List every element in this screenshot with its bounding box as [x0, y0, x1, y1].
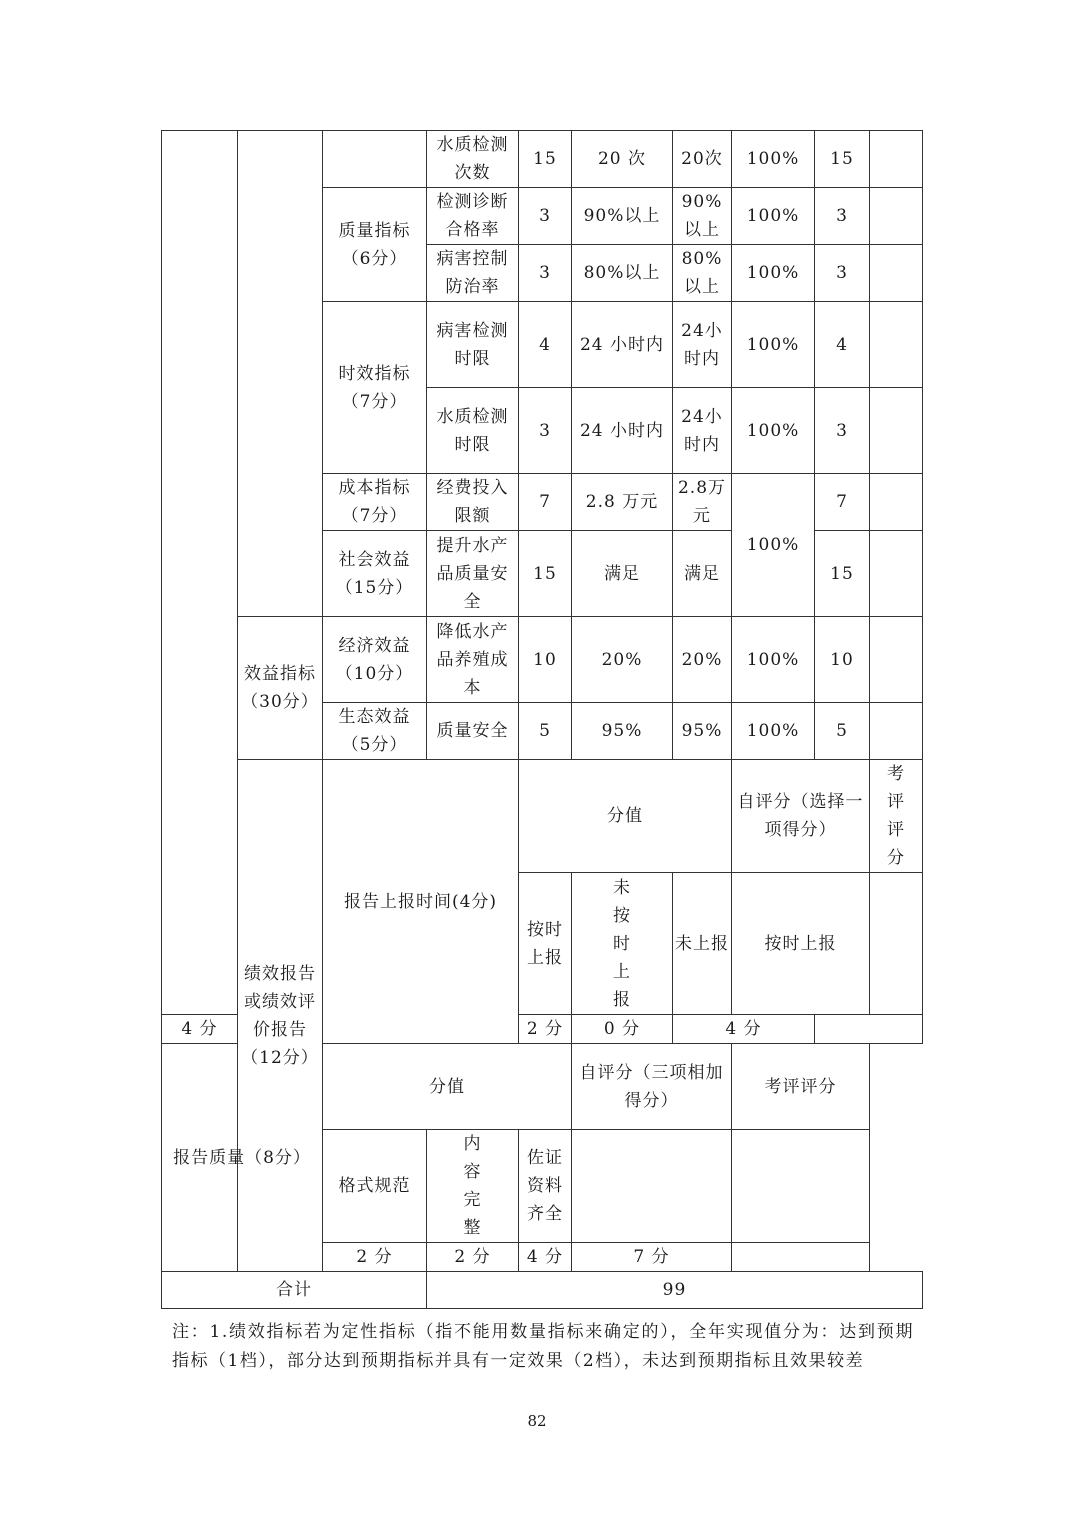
page-number: 82 — [527, 1412, 547, 1430]
table-cell-score: 15 — [815, 531, 870, 617]
footnote: 注：1.绩效指标若为定性指标（指不能用数量指标来确定的），全年实现值分为：达到预期指标（1档），部分达到预期指标并具有一定效果（2档），未达到预期指标且效果较差 — [172, 1322, 914, 1371]
benefit-group-cell: 效益指标（30分） — [238, 617, 323, 760]
table-cell-target: 95% — [572, 703, 673, 760]
table-cell-target: 20 次 — [572, 131, 673, 188]
report-quality-self-header: 自评分（三项相加得分） — [572, 1044, 732, 1130]
table-cell-rate: 100% — [732, 388, 815, 474]
table-cell-actual: 95% — [673, 703, 732, 760]
table-cell-item: 水质检测次数 — [427, 131, 519, 188]
table-cell-actual: 24小时内 — [673, 302, 732, 388]
table-cell-item: 水质检测时限 — [427, 388, 519, 474]
table-cell-review — [870, 703, 923, 760]
table-cell-weight: 3 — [519, 245, 572, 302]
table-cell-empty — [732, 1243, 870, 1272]
report-time-label: 报告上报时间(4分) — [323, 760, 519, 1044]
report-quality-pts2: 2 分 — [427, 1243, 519, 1272]
table-cell-review — [870, 131, 923, 188]
report-time-self-header: 自评分（选择一项得分） — [732, 760, 870, 873]
table-cell-weight: 7 — [519, 474, 572, 531]
table-cell-target: 80%以上 — [572, 245, 673, 302]
report-quality-review-header: 考评评分 — [732, 1044, 870, 1130]
table-cell-rate: 100% — [732, 703, 815, 760]
table-cell-actual: 20次 — [673, 131, 732, 188]
report-time-value-header: 分值 — [519, 760, 732, 873]
table-cell-weight: 5 — [519, 703, 572, 760]
report-quality-self-pts: 7 分 — [572, 1243, 732, 1272]
table-cell-empty — [870, 873, 923, 1015]
report-time-opt2 — [572, 873, 673, 1015]
quantity-group-cell — [323, 131, 427, 188]
table-cell-score: 15 — [815, 131, 870, 188]
report-quality-pts1: 2 分 — [323, 1243, 427, 1272]
table-cell-review — [870, 388, 923, 474]
report-time-self-pts: 4 分 — [673, 1015, 815, 1044]
table-cell-actual: 90%以上 — [673, 188, 732, 245]
cost-group-cell: 成本指标（7分） — [323, 474, 427, 531]
table-cell-weight: 15 — [519, 531, 572, 617]
report-quality-value-header: 分值 — [323, 1044, 572, 1130]
report-time-pts1: 4 分 — [162, 1015, 238, 1044]
table-cell-review — [870, 302, 923, 388]
table-cell-score: 4 — [815, 302, 870, 388]
table-cell-score: 3 — [815, 388, 870, 474]
report-time-opt2-text: 未按时上报 — [612, 877, 631, 1010]
table-cell-rate: 100% — [732, 131, 815, 188]
economic-group-cell: 经济效益（10分） — [323, 617, 427, 703]
performance-table — [161, 130, 923, 1309]
report-time-review-header — [870, 760, 923, 873]
table-cell-review — [870, 188, 923, 245]
table-cell-rate-merged: 100% — [732, 474, 815, 617]
table-cell-review — [870, 474, 923, 531]
table-cell-target: 24 小时内 — [572, 388, 673, 474]
table-cell-target: 24 小时内 — [572, 302, 673, 388]
total-label: 合计 — [162, 1272, 427, 1309]
table-cell-review — [870, 245, 923, 302]
table-cell-rate: 100% — [732, 188, 815, 245]
table-cell-weight: 10 — [519, 617, 572, 703]
report-quality-label: 报告质量（8分） — [162, 1044, 323, 1272]
table-cell-weight: 15 — [519, 131, 572, 188]
table-cell-empty — [815, 1015, 923, 1044]
quality-group-cell: 质量指标（6分） — [323, 188, 427, 302]
eco-group-cell: 生态效益（5分） — [323, 703, 427, 760]
report-time-pts3: 0 分 — [572, 1015, 673, 1044]
table-cell-item: 经费投入限额 — [427, 474, 519, 531]
table-cell-review — [870, 531, 923, 617]
table-cell-empty — [732, 1130, 870, 1243]
table-cell-score: 7 — [815, 474, 870, 531]
report-time-self-value: 按时上报 — [732, 873, 870, 1015]
report-time-pts2: 2 分 — [519, 1015, 572, 1044]
table-cell-actual: 24小时内 — [673, 388, 732, 474]
table-cell-item: 病害控制防治率 — [427, 245, 519, 302]
table-cell-rate: 100% — [732, 302, 815, 388]
table-cell-target: 90%以上 — [572, 188, 673, 245]
report-time-review-header-text: 考评评分 — [886, 764, 905, 868]
table-cell-item: 病害检测时限 — [427, 302, 519, 388]
table-cell-score: 3 — [815, 188, 870, 245]
table-cell-score: 10 — [815, 617, 870, 703]
report-group-cell: 绩效报告或绩效评价报告（12分） — [238, 760, 323, 1272]
table-cell-target: 2.8 万元 — [572, 474, 673, 531]
table-cell-item: 质量安全 — [427, 703, 519, 760]
social-group-cell: 社会效益（15分） — [323, 531, 427, 617]
table-cell-item: 降低水产品养殖成本 — [427, 617, 519, 703]
report-quality-opt3: 佐证资料齐全 — [519, 1130, 572, 1243]
report-time-opt1: 按时上报 — [519, 873, 572, 1015]
subgroup-cell-empty — [238, 131, 323, 617]
table-cell-actual: 2.8万元 — [673, 474, 732, 531]
table-cell-empty — [572, 1130, 732, 1243]
table-cell-rate: 100% — [732, 617, 815, 703]
table-cell-actual: 80%以上 — [673, 245, 732, 302]
table-cell-actual: 满足 — [673, 531, 732, 617]
table-cell-actual: 20% — [673, 617, 732, 703]
group-cell-empty — [162, 131, 238, 1015]
table-cell-target: 20% — [572, 617, 673, 703]
table-cell-weight: 3 — [519, 388, 572, 474]
report-quality-opt2-text: 内容完整 — [463, 1134, 482, 1238]
table-cell-score: 5 — [815, 703, 870, 760]
table-cell-weight: 4 — [519, 302, 572, 388]
table-cell-target: 满足 — [572, 531, 673, 617]
table-cell-item: 检测诊断合格率 — [427, 188, 519, 245]
table-cell-item: 提升水产品质量安全 — [427, 531, 519, 617]
report-time-opt3: 未上报 — [673, 873, 732, 1015]
table-cell-review — [870, 617, 923, 703]
time-group-cell: 时效指标（7分） — [323, 302, 427, 474]
total-value: 99 — [427, 1272, 923, 1309]
report-quality-opt1: 格式规范 — [323, 1130, 427, 1243]
table-cell-rate: 100% — [732, 245, 815, 302]
report-quality-pts3: 4 分 — [519, 1243, 572, 1272]
table-cell-score: 3 — [815, 245, 870, 302]
table-cell-weight: 3 — [519, 188, 572, 245]
report-quality-opt2 — [427, 1130, 519, 1243]
